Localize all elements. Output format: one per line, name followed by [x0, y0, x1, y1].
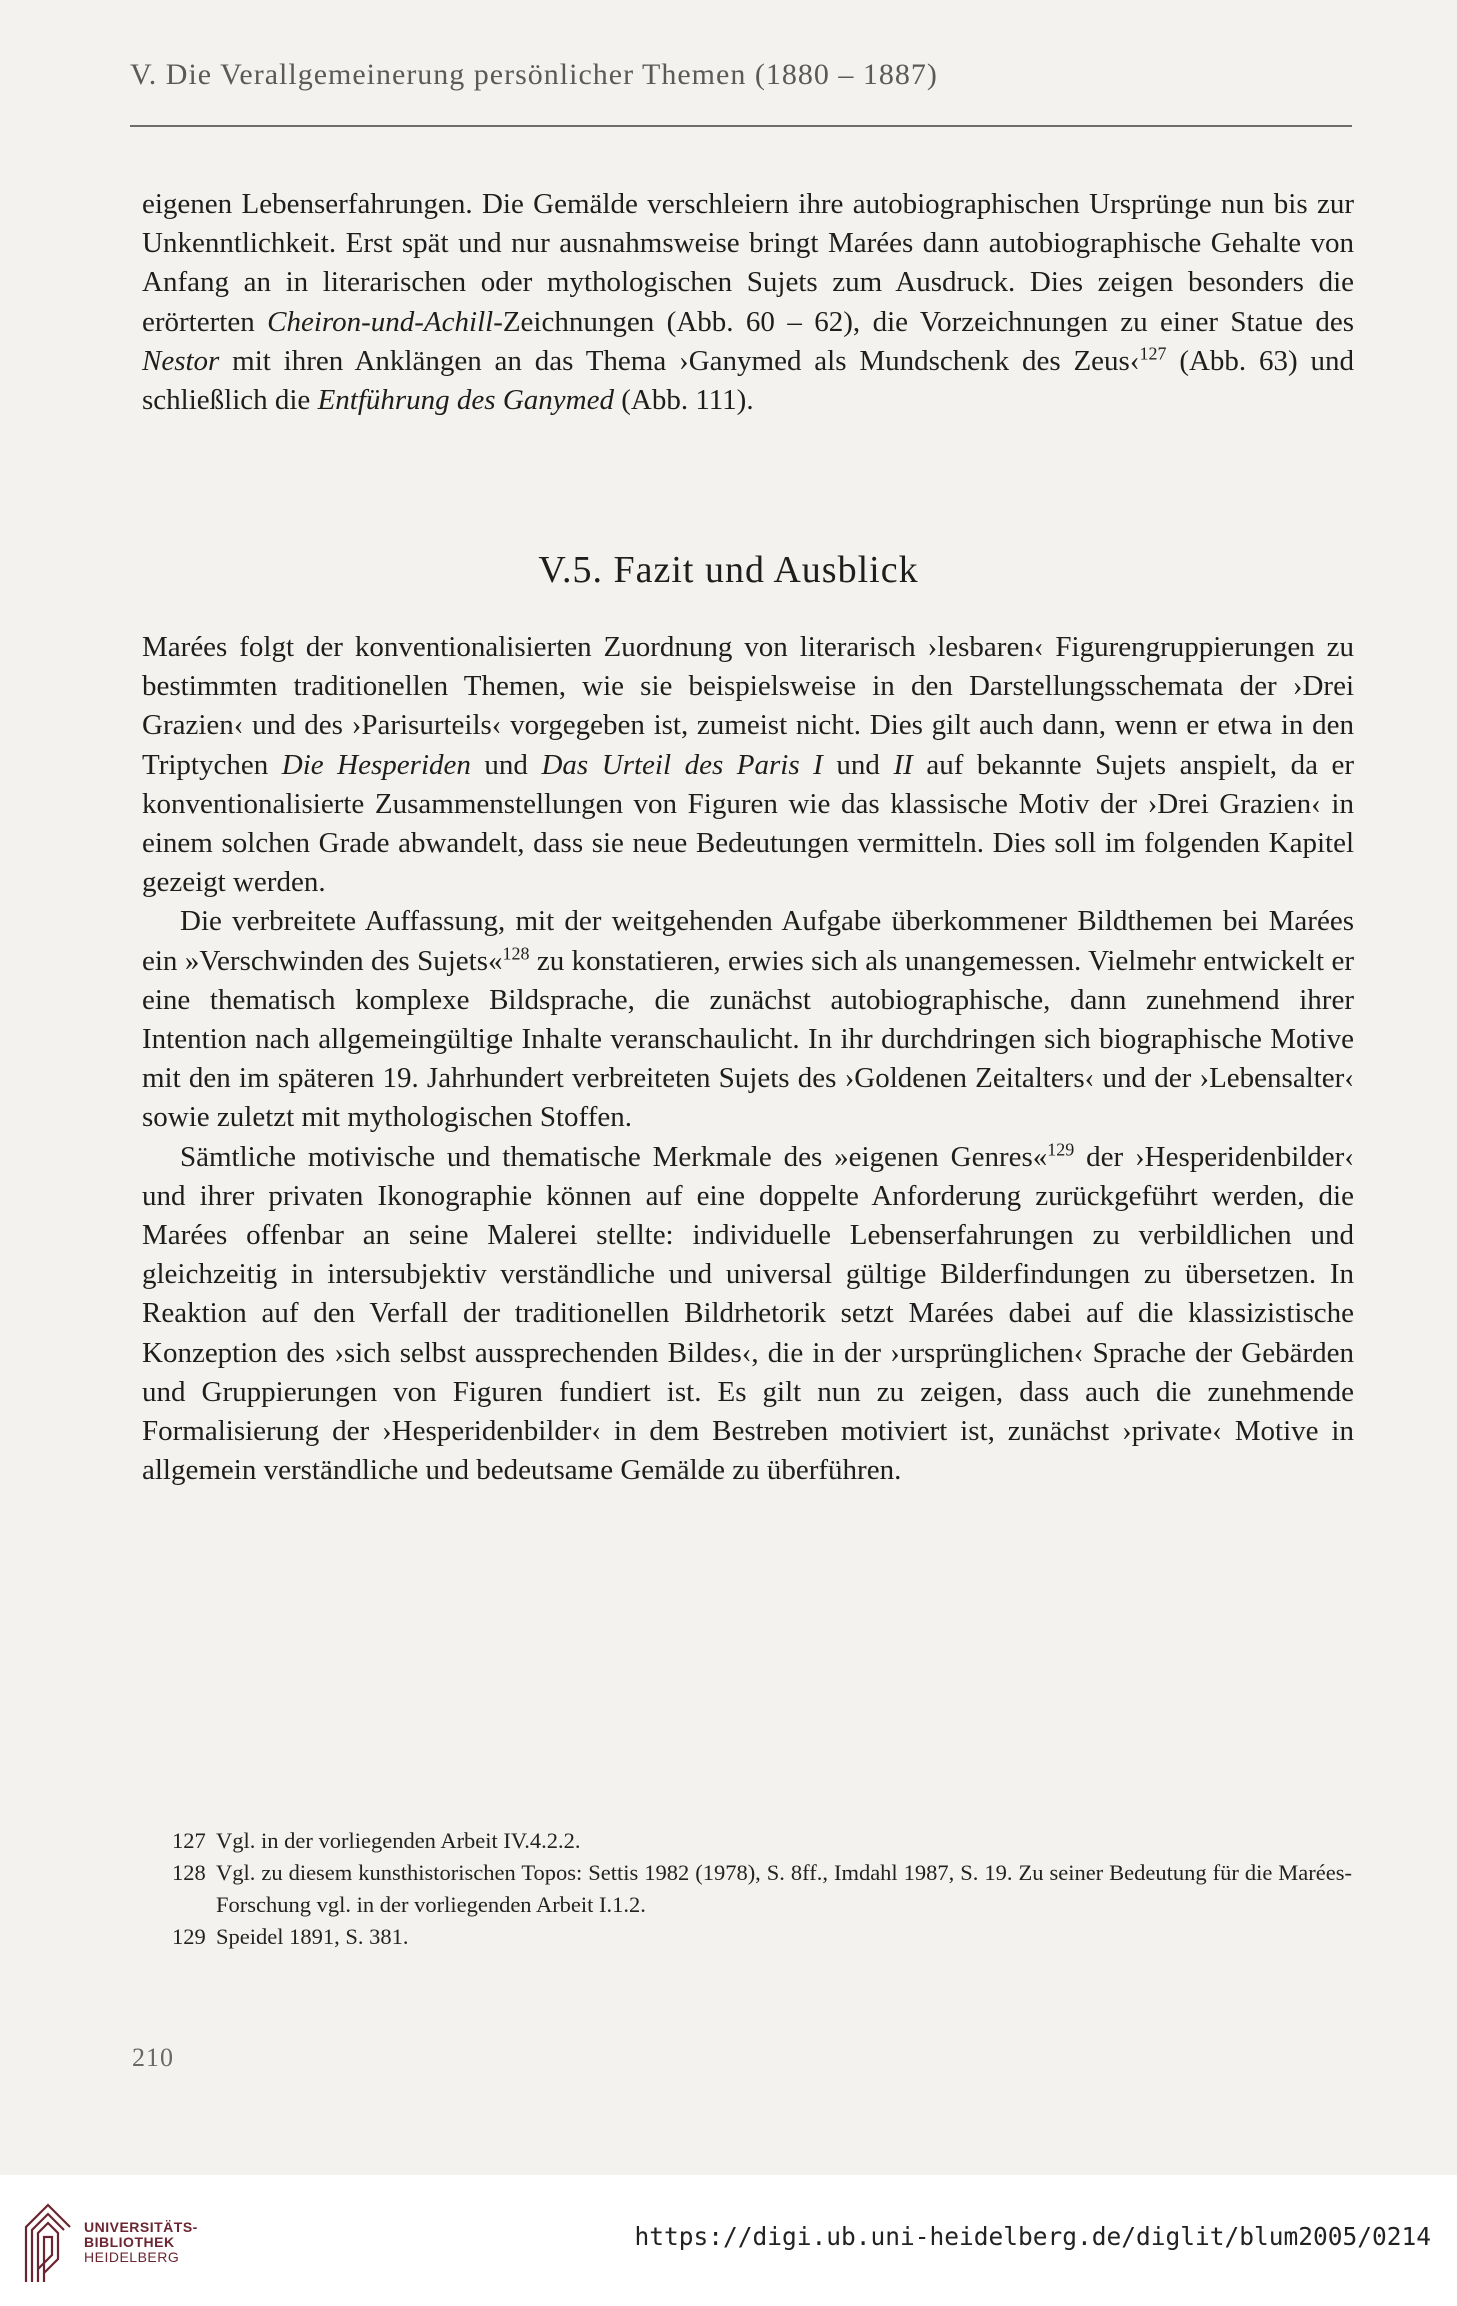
- italic-title: Entführung des Ganymed: [317, 384, 614, 417]
- body-text-block-top: [142, 185, 1354, 420]
- footnote-127: [172, 1825, 1352, 1857]
- footnote-ref-127[interactable]: 127: [1139, 343, 1167, 364]
- text-run: Sämtliche motivische und thematische Merkmale des »eigenen Genres«: [180, 1140, 1048, 1173]
- paragraph-continued: [142, 185, 1354, 420]
- italic-title: Nestor: [142, 344, 220, 377]
- permalink-url[interactable]: https://digi.ub.uni-heidelberg.de/diglit/blum2005/0214: [634, 2222, 1431, 2251]
- text-run: -Zeichnungen (Abb. 60 – 62), die Vorzeichnungen zu einer Statue des: [493, 305, 1354, 338]
- footnote-text: Vgl. in der vorliegenden Arbeit IV.4.2.2.: [216, 1828, 581, 1853]
- footnote-128: [172, 1857, 1352, 1921]
- footnote-number: 128: [172, 1860, 206, 1885]
- header-rule: [130, 125, 1352, 127]
- footnote-number: 129: [172, 1924, 206, 1949]
- footnote-ref-128[interactable]: 128: [502, 942, 530, 963]
- body-text-section: [142, 628, 1354, 1490]
- text-run: zu konstatieren, erwies sich als unangemessen. Vielmehr entwickelt er eine thematisch komplexe Bildsprache, die zunächst autobiographische, dann zunehmend ihrer Intention nach allgemeingültige Inhalte veranschaulicht. In ihr durchdringen sich biographische Motive mit den im späteren 19. Jahrhundert verbreiteten Sujets des ›Goldenen Zeitalters‹ und der ›Lebensalter‹ sowie zuletzt mit mythologischen Stoffen.: [142, 944, 1354, 1134]
- italic-title: Das Urteil des Paris I: [541, 748, 823, 781]
- footnote-ref-129[interactable]: 129: [1047, 1138, 1075, 1159]
- paragraph-1: [142, 628, 1354, 902]
- running-head: V. Die Verallgemeinerung persönlicher Themen (1880 – 1887): [130, 58, 938, 91]
- text-run: der ›Hesperidenbilder‹ und ihrer privaten Ikonographie können auf eine doppelte Anforderung zurückgeführt werden, die Marées offenbar an seine Malerei stellte: individuelle Lebenserfahrungen zu verbildlichen und gleichzeitig in intersubjektiv verständliche und universal gültige Bilderfindungen zu übersetzen. In Reaktion auf den Verfall der traditionellen Bildrhetorik setzt Marées dabei auf die klassizistische Konzeption des ›sich selbst aussprechenden Bildes‹, die in der ›ursprünglichen‹ Sprache der Gebärden und Gruppierungen von Figuren fundiert ist. Es gilt nun zu zeigen, dass auch die zunehmende Formalisierung der ›Hesperidenbilder‹ in dem Bestreben motiviert ist, zunächst ›private‹ Motive in allgemein verständliche und bedeutsame Gemälde zu überführen.: [142, 1140, 1354, 1487]
- italic-title: Cheiron-und-Achill: [267, 305, 494, 338]
- text-run: (Abb. 63) und schließlich die: [142, 344, 1354, 417]
- text-run: und: [822, 748, 894, 781]
- footnote-129: [172, 1921, 1352, 1953]
- footnote-number: 127: [172, 1828, 206, 1853]
- footnote-text: Speidel 1891, S. 381.: [216, 1924, 409, 1949]
- library-logo-text: [84, 2220, 198, 2265]
- text-run: mit ihren Anklängen an das Thema ›Ganymed als Mundschenk des Zeus‹: [219, 344, 1140, 377]
- paragraph-3: [142, 1138, 1354, 1491]
- section-heading: V.5. Fazit und Ausblick: [538, 549, 919, 591]
- viewer-footer: [0, 2175, 1457, 2306]
- italic-title: Die Hesperiden: [281, 748, 471, 781]
- text-run: auf bekannte Sujets anspielt, da er konventionalisierte Zusammenstellungen von Figuren wie das klassische Motiv der ›Drei Grazien‹ in einem solchen Grade abwandelt, dass sie neue Bedeutungen vermitteln. Dies soll im folgenden Kapitel gezeigt werden.: [142, 748, 1355, 899]
- logo-line: HEIDELBERG: [84, 2249, 180, 2265]
- footnote-text: Vgl. zu diesem kunsthistorischen Topos: Settis 1982 (1978), S. 8ff., Imdahl 1987, S. 19. Zu seiner Bedeutung für die Marées-Forschung vgl. in der vorliegenden Arbeit I.1.2.: [216, 1860, 1352, 1917]
- text-run: Die verbreitete Auffassung, mit der weitgehenden Aufgabe überkommener Bildthemen bei Marées ein »Verschwinden des Sujets«: [142, 905, 1354, 977]
- text-run: eigenen Lebenserfahrungen. Die Gemälde verschleiern ihre autobiographischen Ursprünge nun bis zur Unkenntlichkeit. Erst spät und nur ausnahmsweise bringt Marées dann autobiographische Gehalte von Anfang an in literarischen oder mythologischen Sujets zum Ausdruck. Dies zeigen besonders die erörterten: [142, 188, 1354, 338]
- page-number: 210: [132, 2043, 174, 2072]
- italic-title: II: [893, 748, 913, 781]
- text-run: und: [470, 748, 542, 781]
- paragraph-2: [142, 902, 1354, 1137]
- footnotes: [172, 1825, 1352, 1953]
- text-run: Marées folgt der konventionalisierten Zuordnung von literarisch ›lesbaren‹ Figurengruppierungen zu bestimmten traditionellen Themen, wie sie beispielsweise in den Darstellungsschemata der ›Drei Grazien‹ und des ›Parisurteils‹ vorgegeben ist, zumeist nicht. Dies gilt auch dann, wenn er etwa in den Triptychen: [142, 631, 1354, 781]
- text-run: (Abb. 111).: [613, 384, 754, 417]
- ub-heidelberg-logo-icon: [18, 2197, 76, 2287]
- logo-line: UNIVERSITÄTS-: [84, 2219, 198, 2235]
- logo-line: BIBLIOTHEK: [84, 2234, 175, 2250]
